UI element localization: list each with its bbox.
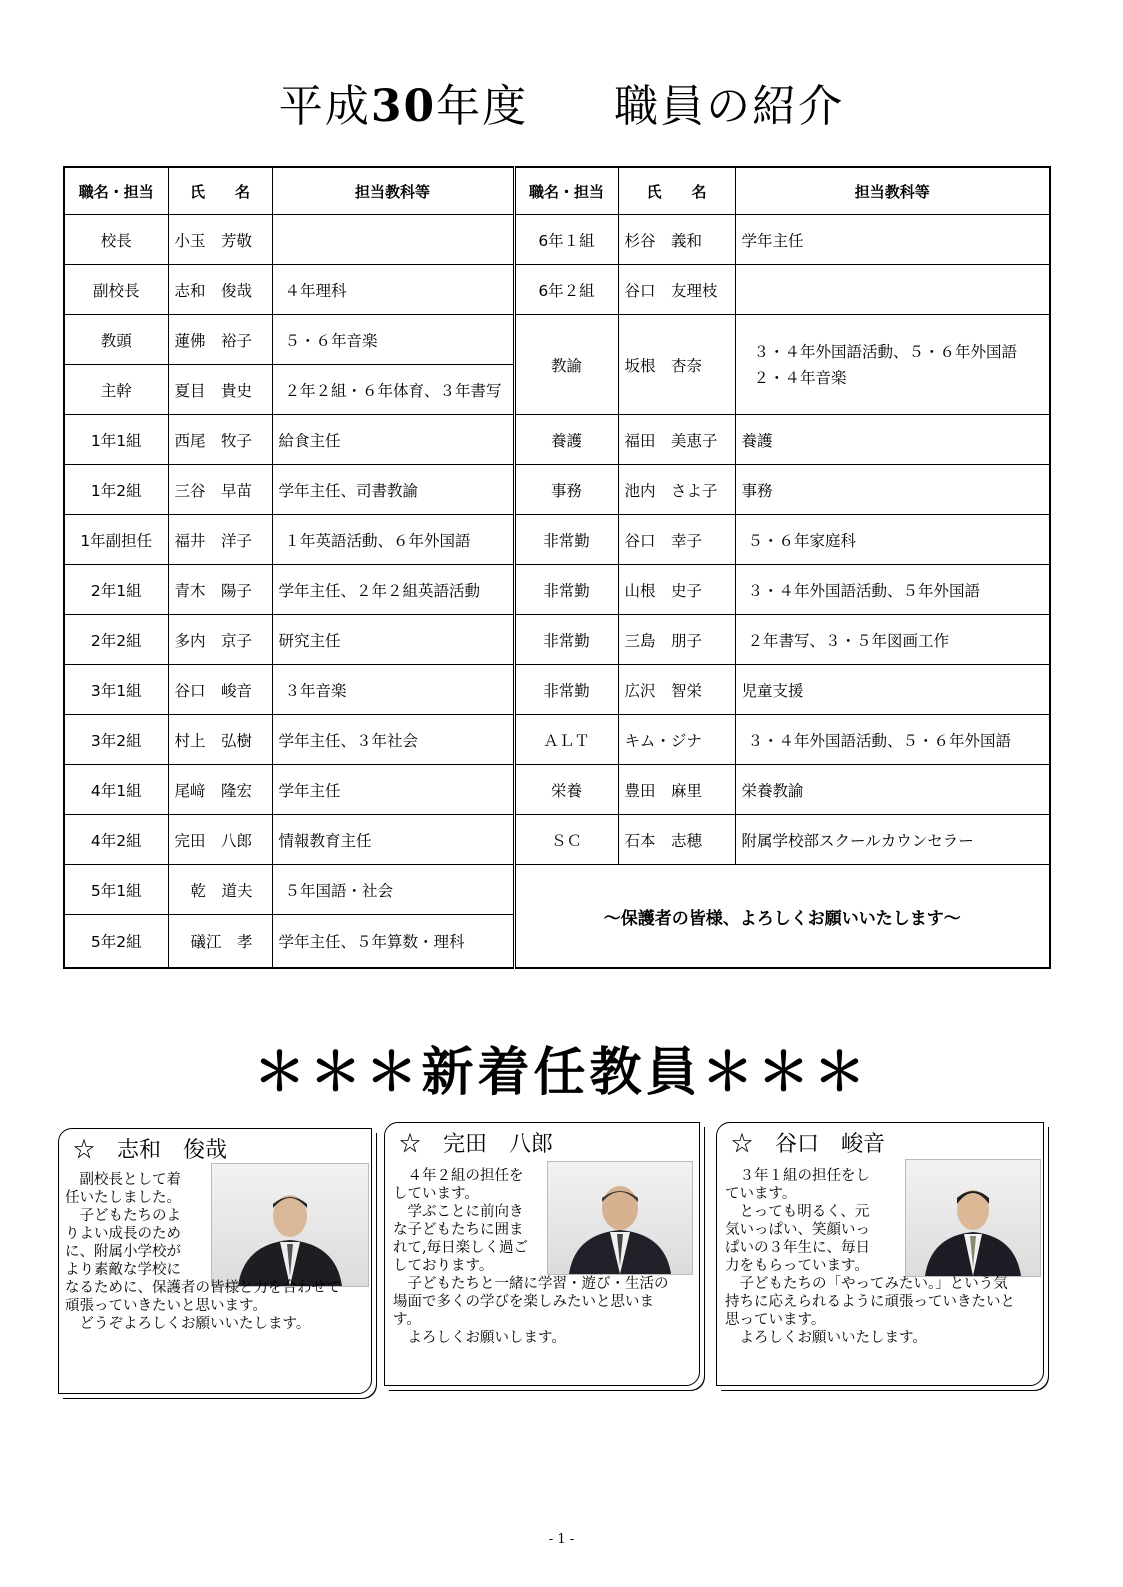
staff-role: 1年2組 bbox=[64, 465, 168, 515]
table-row bbox=[64, 315, 1050, 365]
staff-subject: 栄養教諭 bbox=[735, 765, 1050, 815]
message-line: ぱいの３年生に、毎日 bbox=[725, 1240, 870, 1256]
message-line: とっても明るく、元 bbox=[725, 1204, 870, 1220]
staff-subject: 養護 bbox=[735, 415, 1050, 465]
message-line: 子どもたちの「やってみたい。」という気 bbox=[725, 1276, 1008, 1292]
message-line: 力をもらっています。 bbox=[725, 1258, 869, 1274]
staff-role: 3年2組 bbox=[64, 715, 168, 765]
message-line: 思っています。 bbox=[725, 1312, 826, 1328]
table-row bbox=[64, 865, 1050, 915]
staff-role: 校長 bbox=[64, 215, 168, 265]
staff-subject: 学年主任 bbox=[735, 215, 1050, 265]
staff-role: 副校長 bbox=[64, 265, 168, 315]
staff-role: ＡＬＴ bbox=[514, 715, 618, 765]
teacher-message bbox=[65, 1171, 365, 1333]
staff-role: 教諭 bbox=[514, 315, 618, 415]
title-main: 職員の紹介 bbox=[614, 81, 845, 132]
staff-subject bbox=[272, 215, 514, 265]
header-subject: 担当教科等 bbox=[735, 167, 1050, 215]
header-role: 職名・担当 bbox=[514, 167, 618, 215]
message-line: ３年１組の担任をし bbox=[725, 1168, 870, 1184]
staff-subject: ５・６年音楽 bbox=[272, 315, 514, 365]
message-line: ４年２組の担任を bbox=[393, 1168, 524, 1184]
staff-subject: ３・４年外国語活動、５年外国語 bbox=[735, 565, 1050, 615]
staff-subject: ３年音楽 bbox=[272, 665, 514, 715]
message-line: れて,毎日楽しく過ご bbox=[393, 1240, 529, 1256]
message-line: しています。 bbox=[393, 1186, 479, 1202]
staff-role: 主幹 bbox=[64, 365, 168, 415]
header-role: 職名・担当 bbox=[64, 167, 168, 215]
staff-name: 福井 洋子 bbox=[168, 515, 272, 565]
table-row bbox=[64, 515, 1050, 565]
staff-name: 杉谷 義和 bbox=[618, 215, 735, 265]
page-number: - 1 - bbox=[548, 1532, 575, 1547]
staff-role: ＳＣ bbox=[514, 815, 618, 865]
staff-subject: １年英語活動、６年外国語 bbox=[272, 515, 514, 565]
teacher-name: ☆ 谷口 峻音 bbox=[731, 1132, 886, 1157]
staff-role: 1年1組 bbox=[64, 415, 168, 465]
staff-role: 非常勤 bbox=[514, 565, 618, 615]
staff-role: 非常勤 bbox=[514, 615, 618, 665]
staff-name: キム・ジナ bbox=[618, 715, 735, 765]
staff-role: 5年1組 bbox=[64, 865, 168, 915]
staff-subject: 情報教育主任 bbox=[272, 815, 514, 865]
message-line: 気いっぱい、笑顔いっ bbox=[725, 1222, 870, 1238]
staff-name: 蓮佛 裕子 bbox=[168, 315, 272, 365]
staff-subject: ３・４年外国語活動、５・６年外国語 bbox=[735, 715, 1050, 765]
message-line: 子どもたちと一緒に学習・遊び・生活の bbox=[393, 1276, 669, 1292]
title-year: 30 bbox=[370, 81, 437, 132]
message-line: よろしくお願いします。 bbox=[393, 1330, 566, 1346]
staff-role: 教頭 bbox=[64, 315, 168, 365]
message-line: 場面で多くの学びを楽しみたいと思いま bbox=[393, 1294, 654, 1310]
greeting-message: ～保護者の皆様、よろしくお願いいたします～ bbox=[514, 865, 1050, 969]
staff-subject-line: ３・４年外国語活動、５・６年外国語 bbox=[753, 342, 1018, 361]
staff-subject-multi bbox=[735, 315, 1050, 415]
staff-name: 石本 志穂 bbox=[618, 815, 735, 865]
table-row bbox=[64, 665, 1050, 715]
message-line: よろしくお願いいたします。 bbox=[725, 1330, 927, 1346]
staff-name: 三谷 早苗 bbox=[168, 465, 272, 515]
teacher-card bbox=[716, 1122, 1044, 1386]
staff-subject: 児童支援 bbox=[735, 665, 1050, 715]
staff-role: 6年１組 bbox=[514, 215, 618, 265]
staff-subject: ２年２組・６年体育、３年書写 bbox=[272, 365, 514, 415]
staff-name: 豊田 麻里 bbox=[618, 765, 735, 815]
staff-subject: ４年理科 bbox=[272, 265, 514, 315]
staff-subject: 学年主任 bbox=[272, 765, 514, 815]
table-row bbox=[64, 215, 1050, 265]
staff-name: 谷口 峻音 bbox=[168, 665, 272, 715]
staff-subject: 学年主任、司書教諭 bbox=[272, 465, 514, 515]
staff-name: 村上 弘樹 bbox=[168, 715, 272, 765]
table-row bbox=[64, 715, 1050, 765]
teacher-card bbox=[58, 1128, 372, 1394]
message-line: 副校長として着 bbox=[65, 1172, 181, 1188]
message-line: な子どもたちに囲ま bbox=[393, 1222, 524, 1238]
message-line: りよい成長のため bbox=[65, 1226, 181, 1242]
message-line: 持ちに応えられるように頑張っていきたいと bbox=[725, 1294, 1015, 1310]
message-line: に、附属小学校が bbox=[65, 1244, 181, 1260]
staff-name: 小玉 芳敬 bbox=[168, 215, 272, 265]
staff-name: 夏目 貴史 bbox=[168, 365, 272, 415]
page-title bbox=[0, 70, 1123, 134]
staff-role: 4年2組 bbox=[64, 815, 168, 865]
staff-name: 坂根 杏奈 bbox=[618, 315, 735, 415]
staff-name: 乾 道夫 bbox=[168, 865, 272, 915]
staff-name: 谷口 友理枝 bbox=[618, 265, 735, 315]
staff-name: 三島 朋子 bbox=[618, 615, 735, 665]
staff-subject: 学年主任、３年社会 bbox=[272, 715, 514, 765]
staff-name: 西尾 牧子 bbox=[168, 415, 272, 465]
staff-subject: 学年主任、５年算数・理科 bbox=[272, 915, 514, 969]
table-row bbox=[64, 815, 1050, 865]
staff-role: 栄養 bbox=[514, 765, 618, 815]
message-line: なるために、保護者の皆様と力を合わせて bbox=[65, 1280, 341, 1296]
header-name: 氏 名 bbox=[168, 167, 272, 215]
table-row bbox=[64, 415, 1050, 465]
header-name: 氏 名 bbox=[618, 167, 735, 215]
title-era: 平成 bbox=[278, 81, 371, 132]
staff-role: 5年2組 bbox=[64, 915, 168, 969]
staff-subject: ５・６年家庭科 bbox=[735, 515, 1050, 565]
staff-subject: 事務 bbox=[735, 465, 1050, 515]
message-line: しております。 bbox=[393, 1258, 494, 1274]
table-row bbox=[64, 765, 1050, 815]
staff-subject: ２年書写、３・５年図画工作 bbox=[735, 615, 1050, 665]
staff-name: 尾﨑 隆宏 bbox=[168, 765, 272, 815]
staff-role: 事務 bbox=[514, 465, 618, 515]
teacher-message bbox=[725, 1167, 1041, 1347]
message-line: ています。 bbox=[725, 1186, 797, 1202]
staff-name: 完田 八郎 bbox=[168, 815, 272, 865]
staff-role: 3年1組 bbox=[64, 665, 168, 715]
staff-name: 福田 美恵子 bbox=[618, 415, 735, 465]
staff-subject: ５年国語・社会 bbox=[272, 865, 514, 915]
teacher-message bbox=[393, 1167, 695, 1347]
staff-subject: 附属学校部スクールカウンセラー bbox=[735, 815, 1050, 865]
staff-table bbox=[63, 166, 1051, 969]
staff-role: 4年1組 bbox=[64, 765, 168, 815]
message-line: 頑張っていきたいと思います。 bbox=[65, 1298, 267, 1314]
teacher-name: ☆ 完田 八郎 bbox=[399, 1132, 554, 1157]
table-row bbox=[64, 465, 1050, 515]
staff-name: 広沢 智栄 bbox=[618, 665, 735, 715]
staff-role: 2年2組 bbox=[64, 615, 168, 665]
staff-role: 養護 bbox=[514, 415, 618, 465]
staff-subject-line: ２・４年音楽 bbox=[753, 368, 847, 387]
table-header-row bbox=[64, 167, 1050, 215]
staff-subject: 給食主任 bbox=[272, 415, 514, 465]
staff-name: 礒江 孝 bbox=[168, 915, 272, 969]
message-line: す。 bbox=[393, 1312, 421, 1328]
staff-name: 池内 さよ子 bbox=[618, 465, 735, 515]
staff-name: 谷口 幸子 bbox=[618, 515, 735, 565]
staff-subject: 学年主任、２年２組英語活動 bbox=[272, 565, 514, 615]
title-fiscal: 年度 bbox=[436, 81, 529, 132]
header-subject: 担当教科等 bbox=[272, 167, 514, 215]
new-teachers-title: ＊＊＊新着任教員＊＊＊ bbox=[253, 1042, 870, 1103]
staff-name: 山根 史子 bbox=[618, 565, 735, 615]
staff-subject: 研究主任 bbox=[272, 615, 514, 665]
table-row bbox=[64, 615, 1050, 665]
message-line: より素敵な学校に bbox=[65, 1262, 181, 1278]
teacher-card bbox=[384, 1122, 700, 1386]
staff-subject bbox=[735, 265, 1050, 315]
message-line: 任いたしました。 bbox=[65, 1190, 181, 1206]
staff-name: 多内 京子 bbox=[168, 615, 272, 665]
message-line: 学ぶことに前向き bbox=[393, 1204, 524, 1220]
message-line: 子どもたちのよ bbox=[65, 1208, 181, 1224]
table-row bbox=[64, 565, 1050, 615]
staff-role: 1年副担任 bbox=[64, 515, 168, 565]
staff-name: 志和 俊哉 bbox=[168, 265, 272, 315]
teacher-name: ☆ 志和 俊哉 bbox=[73, 1138, 228, 1163]
staff-role: 非常勤 bbox=[514, 515, 618, 565]
table-row bbox=[64, 265, 1050, 315]
staff-role: 非常勤 bbox=[514, 665, 618, 715]
staff-role: 2年1組 bbox=[64, 565, 168, 615]
staff-role: 6年２組 bbox=[514, 265, 618, 315]
staff-name: 青木 陽子 bbox=[168, 565, 272, 615]
message-line: どうぞよろしくお願いいたします。 bbox=[65, 1316, 311, 1332]
